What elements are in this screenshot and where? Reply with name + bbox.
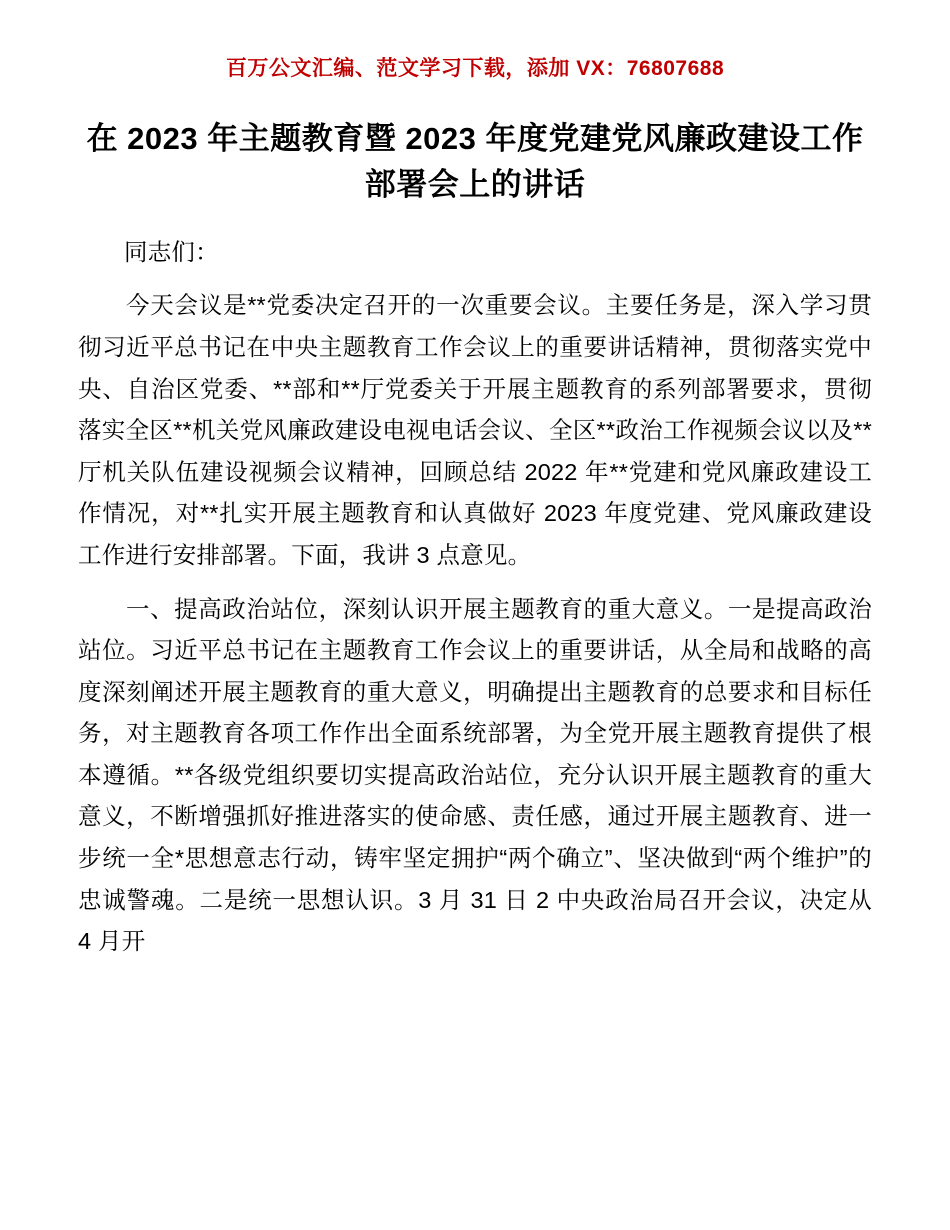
salutation: 同志们： — [124, 238, 219, 265]
page-title: 在 2023 年主题教育暨 2023 年度党建党风廉政建设工作部署会上的讲话 — [86, 121, 864, 202]
paragraph-2: 一、提高政治站位，深刻认识开展主题教育的重大意义。一是提高政治站位。习近平总书记在主题教育工作会议上的重要讲话，从全局和战略的高度深刻阐述开展主题教育的重大意义，明确提出主题教育的总要求和目标任务，对主题教育各项工作作出全面系统部署，为全党开展主题教育提供了根本遵循。**各级党组织要切实提高政治站位，充分认识开展主题教育的重大意义，不断增强抓好推进落实的使命感、责任感，通过开展主题教育、进一步统一全*思想意志行动，铸牢坚定拥护“两个确立”、坚决做到“两个维护”的忠诚警魂。二是统一思想认识。3 月 31 日 2 中央政治局召开会议，决定从 4 月开 — [78, 595, 872, 955]
watermark-banner: 百万公文汇编、范文学习下载，添加 VX：76807688 — [225, 57, 725, 80]
paragraph-1: 今天会议是**党委决定召开的一次重要会议。主要任务是，深入学习贯彻习近平总书记在中央主题教育工作会议上的重要讲话精神，贯彻落实党中央、自治区党委、**部和**厅党委关于开展主题教育的系列部署要求，贯彻落实全区**机关党风廉政建设电视电话会议、全区**政治工作视频会议以及**厅机关队伍建设视频会议精神，回顾总结 2022 年**党建和党风廉政建设工作情况，对**扎实开展主题教育和认真做好 2023 年度党建、党风廉政建设工作进行安排部署。下面，我讲 3 点意见。 — [78, 292, 872, 568]
